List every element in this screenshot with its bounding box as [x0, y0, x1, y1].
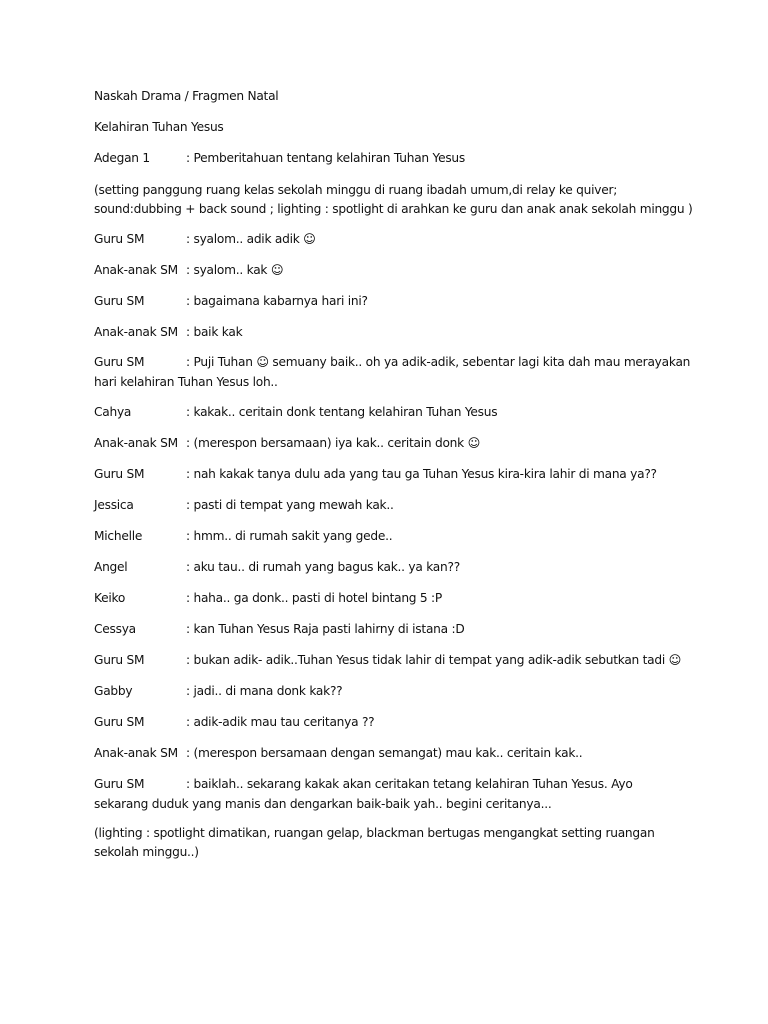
speaker-name: Angel [94, 560, 128, 574]
dialogue-text: : adik-adik mau tau ceritanya ?? [186, 715, 375, 729]
dialogue-line [94, 495, 694, 515]
speaker-name: Anak-anak SM [94, 746, 178, 760]
dialogue-text: : aku tau.. di rumah yang bagus kak.. ya kan?? [186, 560, 460, 574]
dialogue-line [94, 352, 694, 389]
speaker-name: Anak-anak SM [94, 263, 178, 277]
dialogue-text: : baiklah.. sekarang kakak akan ceritakan tetang kelahiran Tuhan Yesus. Ayo [186, 777, 633, 791]
dialogue-line [94, 588, 694, 608]
dialogue-line [94, 402, 694, 422]
speaker-name: Guru SM [94, 777, 145, 791]
dialogue-text: : hmm.. di rumah sakit yang gede.. [186, 529, 393, 543]
dialogue-line [94, 229, 694, 249]
speaker-name: Guru SM [94, 715, 145, 729]
setting-note-line: (setting panggung ruang kelas sekolah minggu di ruang ibadah umum,di relay ke quiver; [94, 183, 618, 197]
dialogue-line [94, 681, 694, 701]
dialogue-text: : kan Tuhan Yesus Raja pasti lahirny di istana :D [186, 622, 465, 636]
dialogue-line [94, 774, 694, 811]
speaker-name: Jessica [94, 498, 134, 512]
closing-note-line: (lighting : spotlight dimatikan, ruangan gelap, blackman bertugas mengangkat setting ruangan [94, 826, 655, 840]
speaker-name: Guru SM [94, 355, 145, 369]
dialogue-line [94, 712, 694, 732]
speaker-name: Guru SM [94, 653, 145, 667]
dialogue-line [94, 526, 694, 546]
document-title: Naskah Drama / Fragmen Natal [94, 89, 279, 103]
dialogue-text-continued: hari kelahiran Tuhan Yesus loh.. [94, 375, 278, 389]
dialogue-line [94, 322, 694, 342]
speaker-name: Keiko [94, 591, 126, 605]
dialogue-text-continued: sekarang duduk yang manis dan dengarkan baik-baik yah.. begini ceritanya... [94, 797, 552, 811]
dialogue-text: : baik kak [186, 325, 243, 339]
dialogue-text: : pasti di tempat yang mewah kak.. [186, 498, 394, 512]
document-subtitle: Kelahiran Tuhan Yesus [94, 120, 224, 134]
dialogue-line [94, 291, 694, 311]
dialogue-line [94, 557, 694, 577]
dialogue-text: : (merespon bersamaan) iya kak.. ceritain donk ☺ [186, 436, 481, 450]
speaker-name: Guru SM [94, 467, 145, 481]
scene-heading [94, 148, 694, 168]
dialogue-line [94, 619, 694, 639]
dialogue-line [94, 743, 694, 763]
speaker-name: Guru SM [94, 232, 145, 246]
speaker-name: Cessya [94, 622, 136, 636]
scene-label: Adegan 1 [94, 151, 150, 165]
dialogue-text: : syalom.. adik adik ☺ [186, 232, 316, 246]
closing-note [94, 824, 694, 862]
speaker-name: Gabby [94, 684, 133, 698]
speaker-name: Guru SM [94, 294, 145, 308]
dialogue-line [94, 433, 694, 453]
setting-note-line: sound:dubbing + back sound ; lighting : spotlight di arahkan ke guru dan anak anak sekolah minggu ) [94, 202, 693, 216]
dialogue-text: : jadi.. di mana donk kak?? [186, 684, 343, 698]
scene-text: : Pemberitahuan tentang kelahiran Tuhan Yesus [186, 151, 466, 165]
dialogue-text: : syalom.. kak ☺ [186, 263, 284, 277]
speaker-name: Anak-anak SM [94, 325, 178, 339]
speaker-name: Anak-anak SM [94, 436, 178, 450]
speaker-name: Michelle [94, 529, 143, 543]
dialogue-line [94, 650, 694, 670]
dialogue-line [94, 260, 694, 280]
dialogue-text: : haha.. ga donk.. pasti di hotel bintang 5 :P [186, 591, 442, 605]
dialogue-line [94, 464, 694, 484]
dialogue-text: : bagaimana kabarnya hari ini? [186, 294, 368, 308]
dialogue-text: : kakak.. ceritain donk tentang kelahiran Tuhan Yesus [186, 405, 498, 419]
dialogue-text: : bukan adik- adik..Tuhan Yesus tidak lahir di tempat yang adik-adik sebutkan tadi ☺ [186, 653, 682, 667]
speaker-name: Cahya [94, 405, 132, 419]
dialogue-text: : Puji Tuhan ☺ semuany baik.. oh ya adik-adik, sebentar lagi kita dah mau merayakan [186, 355, 691, 369]
dialogue-text: : (merespon bersamaan dengan semangat) mau kak.. ceritain kak.. [186, 746, 583, 760]
dialogue-text: : nah kakak tanya dulu ada yang tau ga Tuhan Yesus kira-kira lahir di mana ya?? [186, 467, 657, 481]
closing-note-line: sekolah minggu..) [94, 845, 199, 859]
setting-note [94, 181, 694, 219]
